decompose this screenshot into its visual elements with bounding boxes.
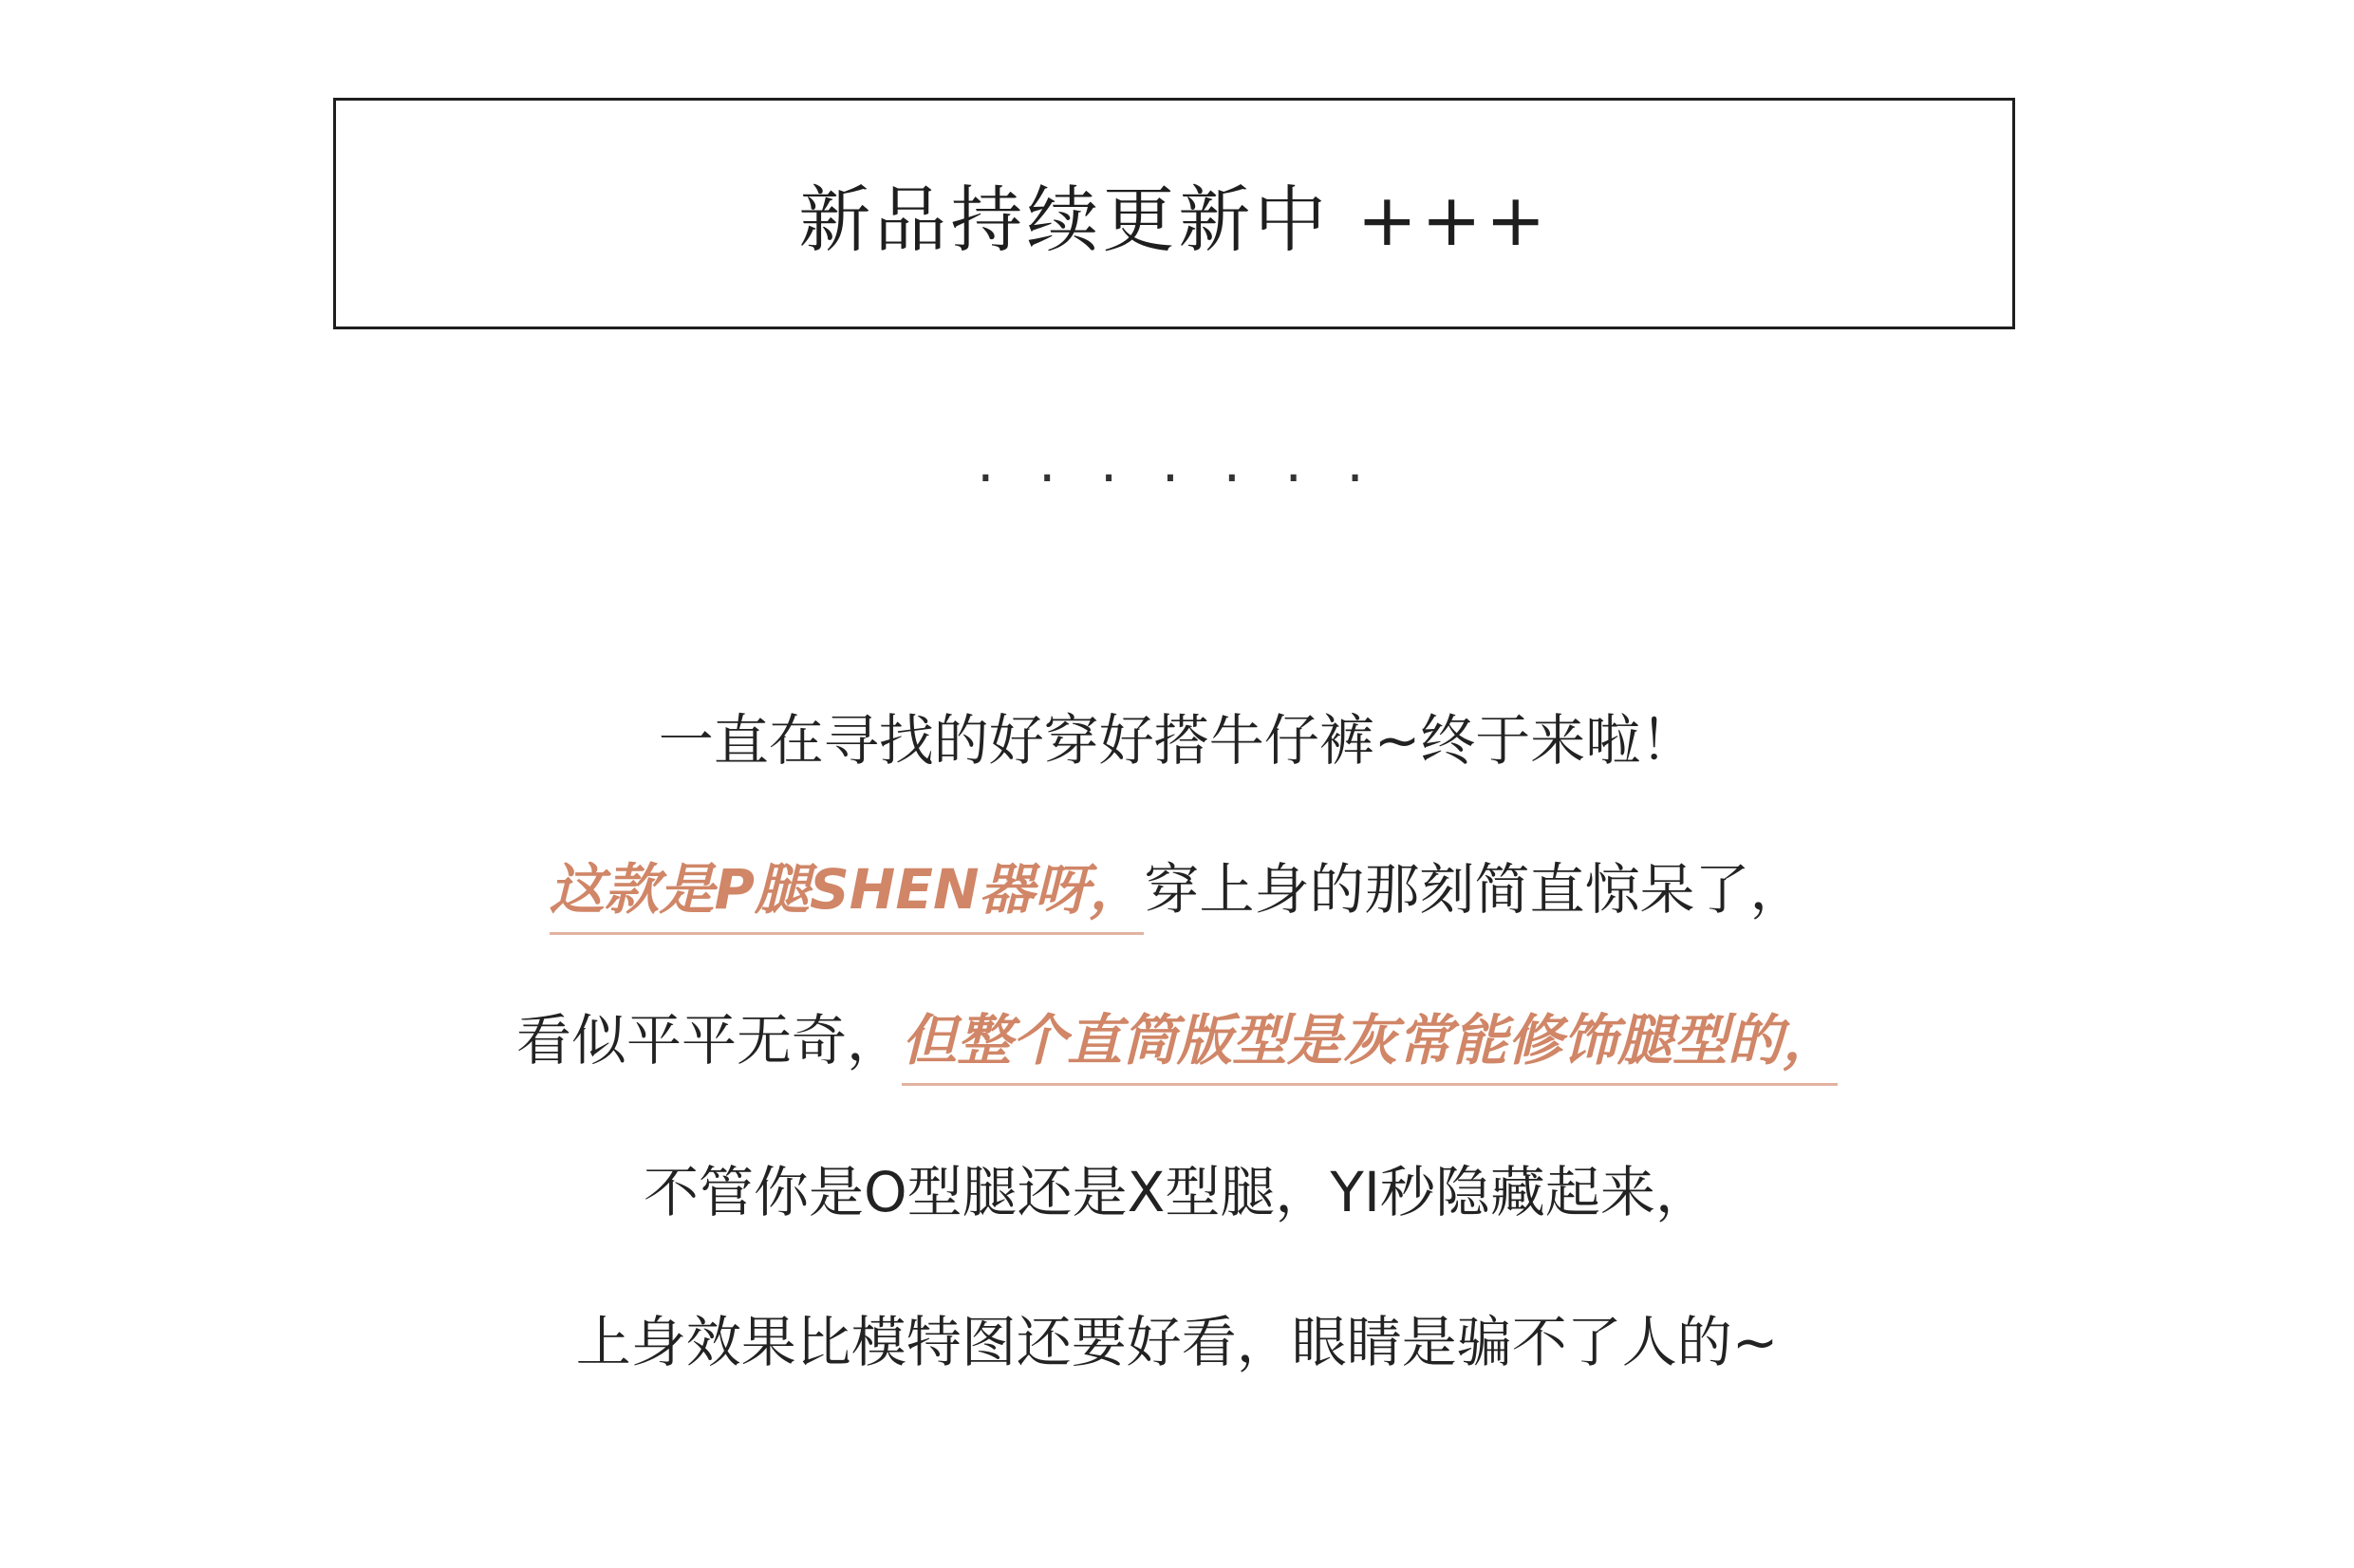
description-line-5: 上身效果比模特图还要好看，眼睛是骗不了人的~ (575, 1310, 1779, 1374)
highlight-text: 但整个直筒版型是灰常能修饰腿型的， (902, 1007, 1838, 1086)
description-line-1: 一直在寻找的好穿好搭牛仔裤~终于来啦！ (658, 708, 1696, 773)
promo-banner (333, 98, 2015, 329)
description-line-2 (0, 851, 2354, 935)
description-text: 穿上身的那刻简直惊呆了， (1144, 857, 1805, 922)
highlight-text: 这款是P腿SHEN器呀， (550, 856, 1145, 935)
description-text: 看似平平无奇， (515, 1008, 902, 1073)
description-line-4: 不管你是O型腿还是X型腿，YI秒隐藏起来， (644, 1160, 1710, 1224)
description-line-3 (0, 1002, 2354, 1086)
dotted-separator: . . . . . . . (977, 430, 1377, 495)
banner-title: 新品持续更新中 +++ (798, 177, 1550, 262)
